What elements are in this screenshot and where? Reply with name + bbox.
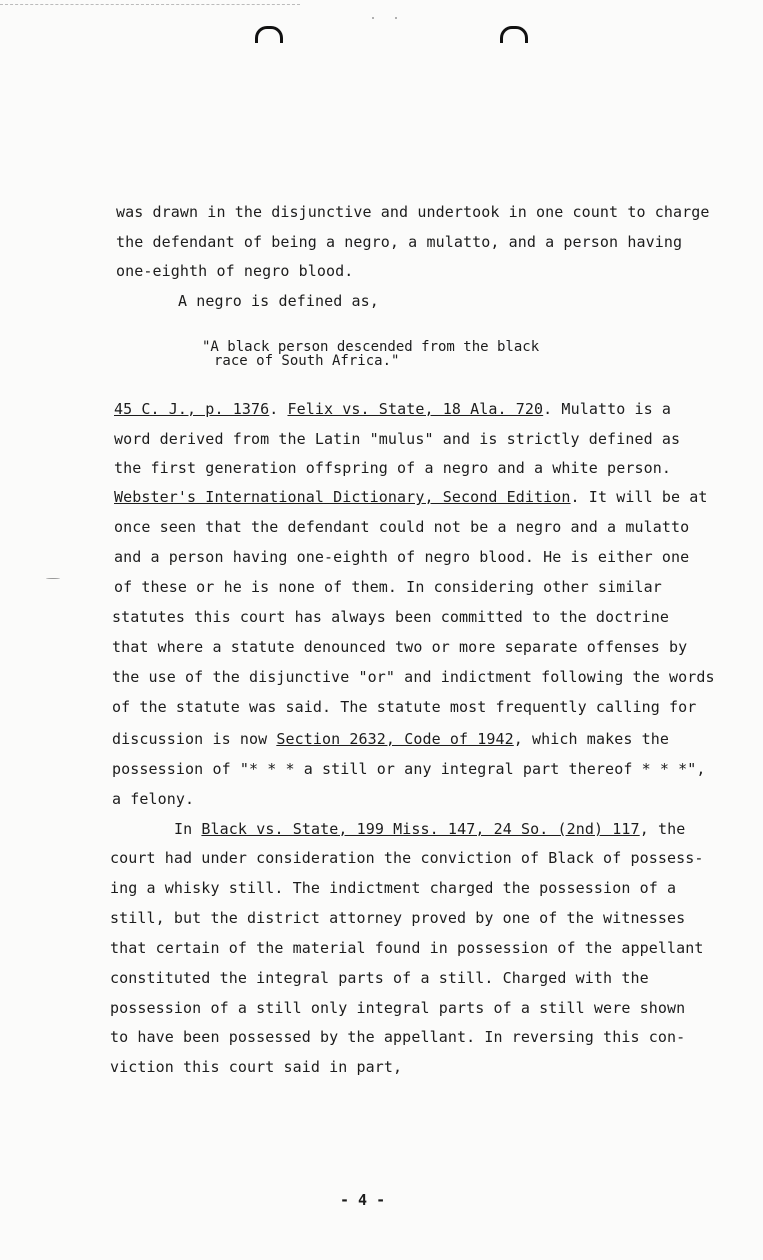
text-line: In Black vs. State, 199 Miss. 147, 24 So. (2nd) 117, the: [174, 820, 686, 838]
text-line: viction this court said in part,: [110, 1058, 403, 1076]
text-line: ing a whisky still. The indictment charged the possession of a: [110, 879, 677, 897]
scan-speck: [46, 578, 60, 579]
citation: Section 2632, Code of 1942: [276, 730, 514, 748]
text-line: that where a statute denounced two or more separate offenses by: [112, 638, 688, 656]
binding-hole-mark: [255, 26, 283, 43]
perforation-edge: [0, 4, 300, 5]
text-line: and a person having one-eighth of negro blood. He is either one: [114, 548, 690, 566]
text-line: was drawn in the disjunctive and undertook in one count to charge: [116, 203, 710, 221]
text-line: that certain of the material found in possession of the appellant: [110, 939, 704, 957]
scan-speck: [372, 17, 374, 19]
text-line: the first generation offspring of a negro and a white person.: [114, 459, 671, 477]
citation: Black vs. State, 199 Miss. 147, 24 So. (2nd) 117: [201, 820, 640, 838]
citation: 45 C. J., p. 1376: [114, 400, 270, 418]
text-line: court had under consideration the conviction of Black of possess-: [110, 849, 704, 867]
page-number: - 4 -: [340, 1191, 386, 1209]
text-line: still, but the district attorney proved by one of the witnesses: [110, 909, 686, 927]
text-line: 45 C. J., p. 1376. Felix vs. State, 18 Ala. 720. Mulatto is a: [114, 400, 672, 418]
text-line: statutes this court has always been committed to the doctrine: [112, 608, 669, 626]
scan-speck: [395, 17, 397, 19]
text-line: possession of a still only integral parts of a still were shown: [110, 999, 686, 1017]
text-line: of the statute was said. The statute most frequently calling for: [112, 698, 697, 716]
text-line: discussion is now Section 2632, Code of 1942, which makes the: [112, 730, 669, 748]
citation: Webster's International Dictionary, Second Edition: [114, 488, 571, 506]
text-line: word derived from the Latin "mulus" and is strictly defined as: [114, 430, 681, 448]
text-line: the use of the disjunctive "or" and indictment following the words: [112, 668, 715, 686]
text-line: constituted the integral parts of a still. Charged with the: [110, 969, 649, 987]
text-line: Webster's International Dictionary, Second Edition. It will be at: [114, 488, 708, 506]
citation: Felix vs. State, 18 Ala. 720: [287, 400, 544, 418]
quote-line: "A black person descended from the black: [202, 339, 540, 355]
text-line: the defendant of being a negro, a mulatto, and a person having: [116, 233, 683, 251]
text-line: A negro is defined as,: [178, 292, 379, 310]
text-line: one-eighth of negro blood.: [116, 262, 354, 280]
text-line: once seen that the defendant could not be a negro and a mulatto: [114, 518, 690, 536]
binding-hole-mark: [500, 26, 528, 43]
text-line: a felony.: [112, 790, 195, 808]
text-line: to have been possessed by the appellant. In reversing this con-: [110, 1028, 686, 1046]
quote-line: race of South Africa.": [214, 353, 400, 369]
text-line: of these or he is none of them. In considering other similar: [114, 578, 662, 596]
text-line: possession of "* * * a still or any integral part thereof * * *",: [112, 760, 706, 778]
